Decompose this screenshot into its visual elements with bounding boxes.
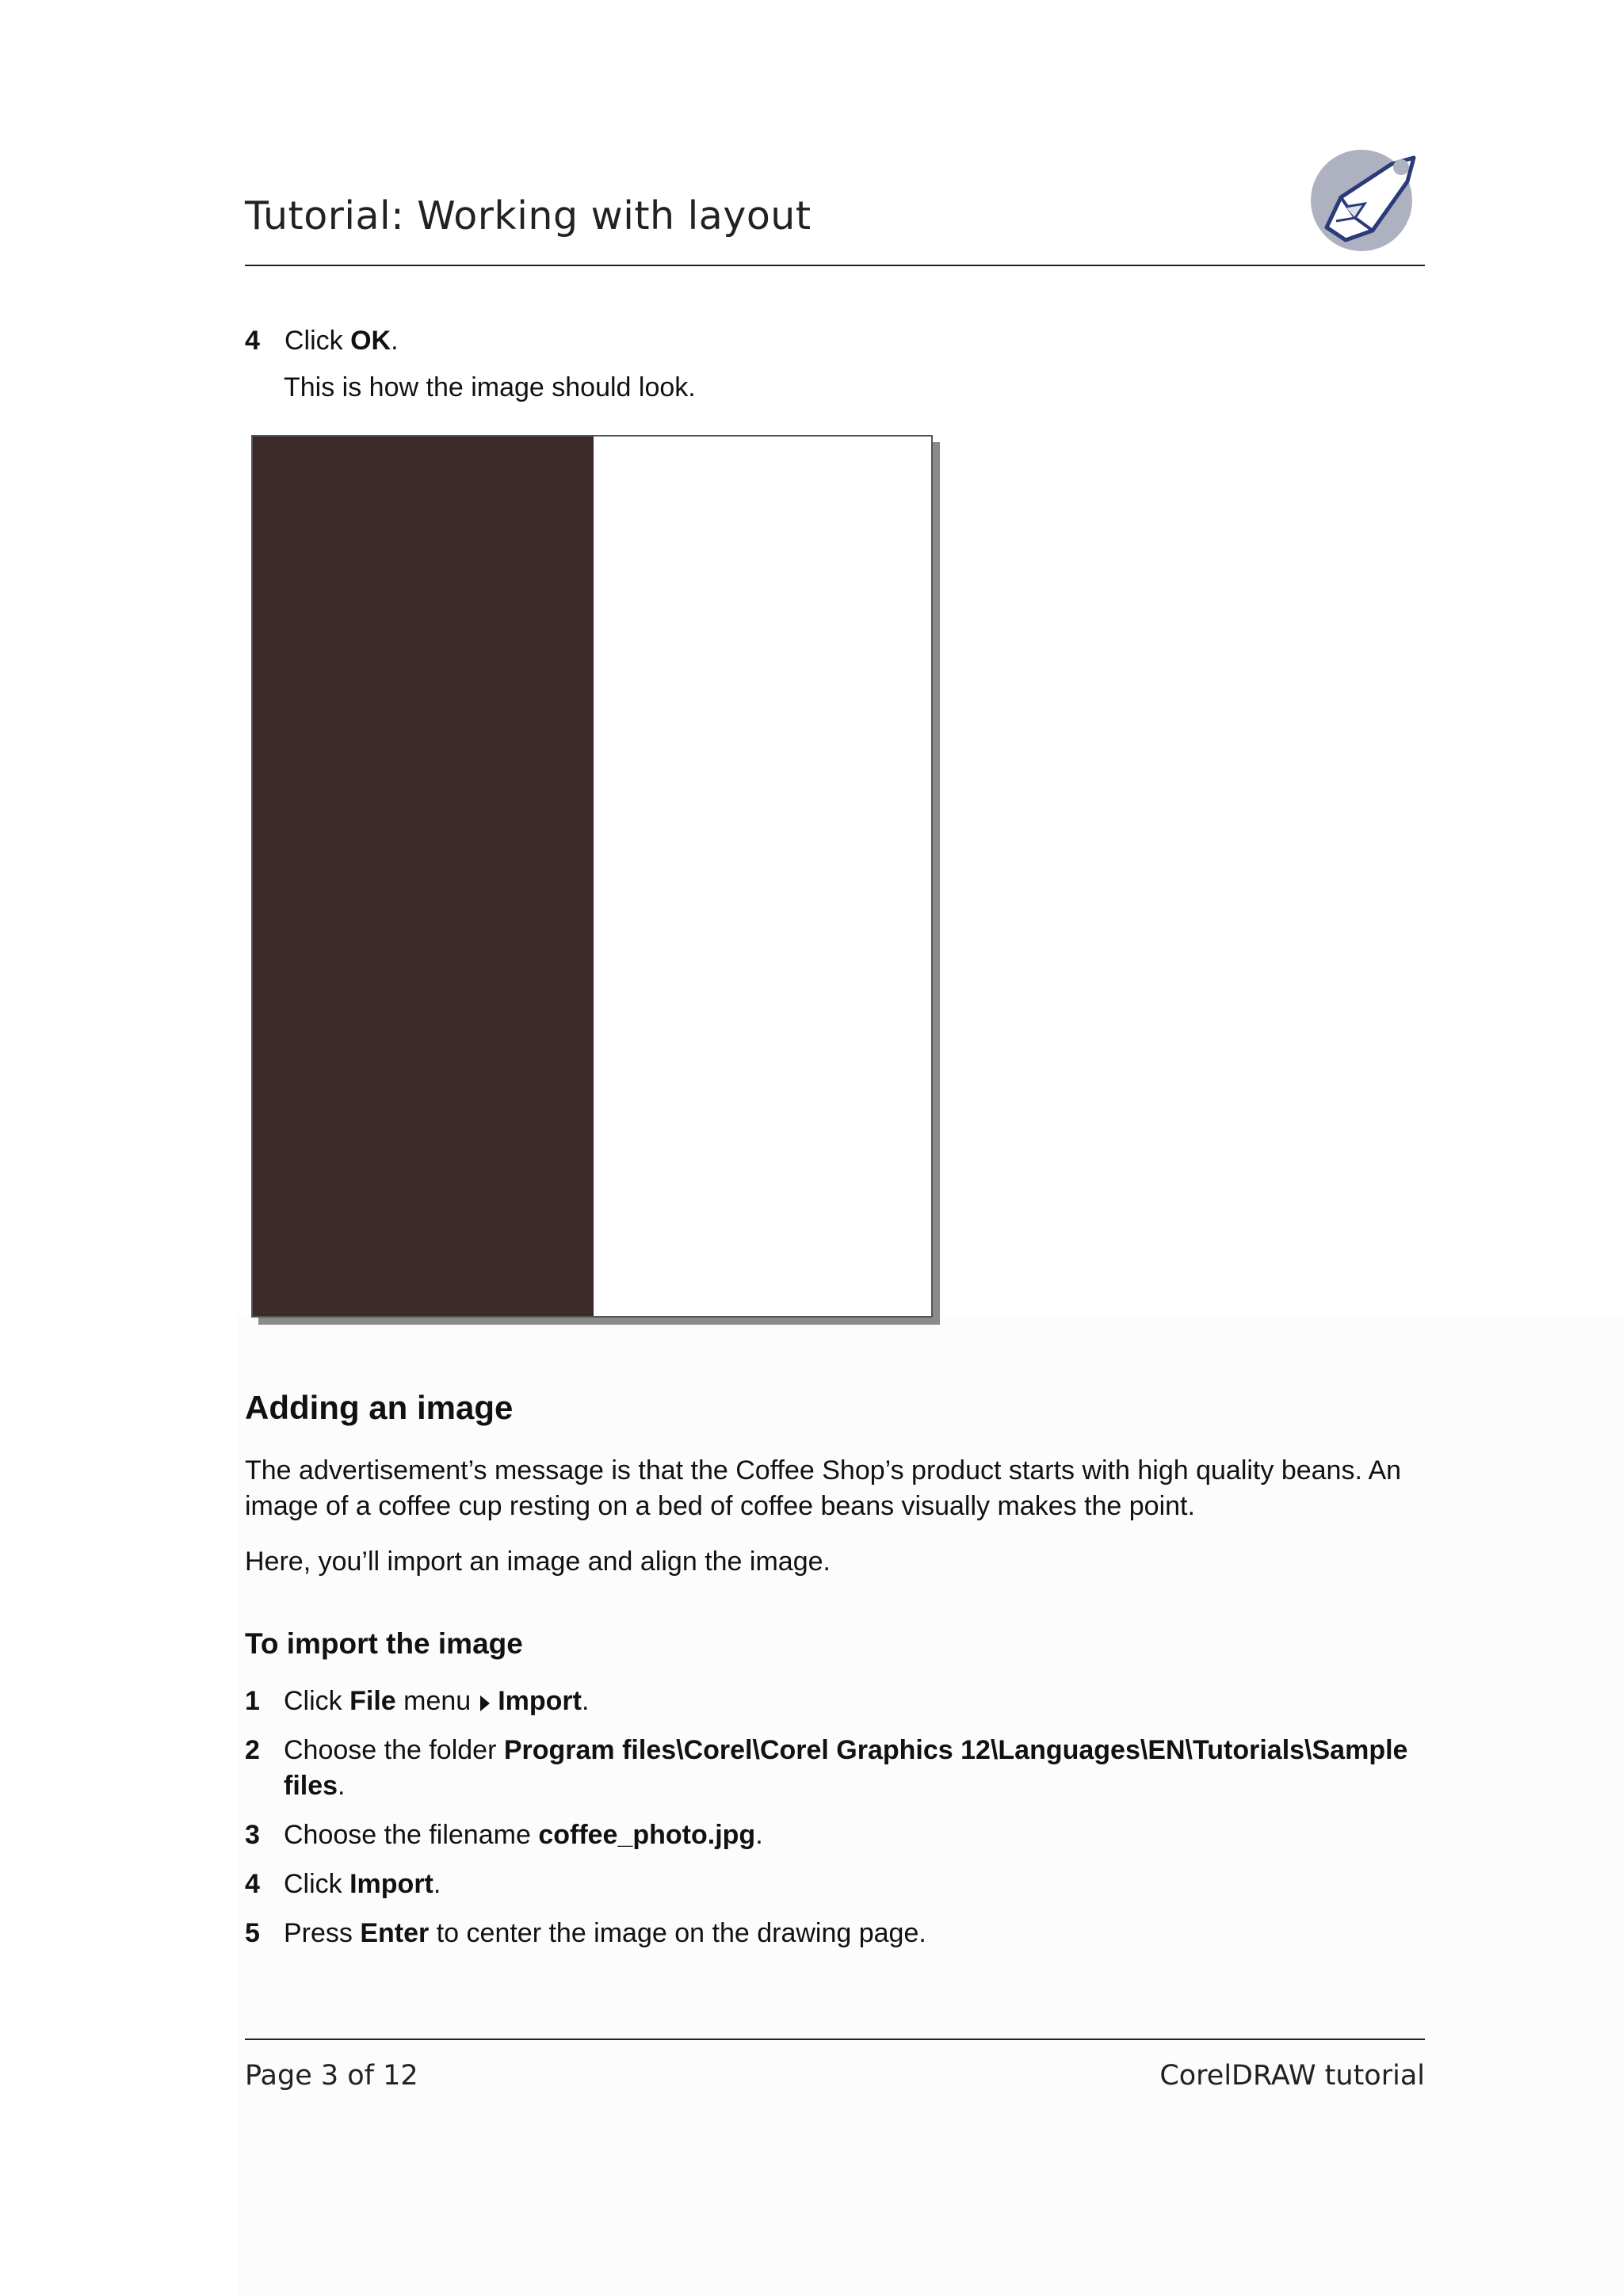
list-item-text: Click File menu Import.	[284, 1686, 590, 1716]
list-item-text: Click Import.	[284, 1869, 441, 1899]
enter-key-label: Enter	[360, 1918, 430, 1948]
list-item	[245, 1733, 1434, 1804]
import-button-label: Import	[349, 1869, 433, 1899]
procedure-heading: To import the image	[245, 1627, 523, 1660]
step-number: 4	[245, 326, 260, 356]
list-item-text: Choose the filename coffee_photo.jpg.	[284, 1820, 763, 1850]
footer-divider	[245, 2039, 1425, 2040]
page-number: Page 3 of 12	[245, 2060, 418, 2092]
layout-preview-figure	[251, 435, 933, 1318]
step-text-suffix: .	[391, 326, 399, 356]
list-item-number: 2	[245, 1735, 260, 1765]
import-menu-label: Import	[498, 1686, 582, 1716]
section-heading: Adding an image	[245, 1389, 514, 1426]
header-divider	[245, 265, 1425, 266]
list-item	[245, 1916, 1434, 1951]
step-text-prefix: Click	[285, 326, 351, 356]
list-item-text: Choose the folder Program files\Corel\Corel Graphics 12\Languages\EN\Tutorials\Sample files.	[284, 1735, 1408, 1801]
section-paragraph-1: The advertisement’s message is that the Coffee Shop’s product starts with high quality beans. An image of a coffee cup resting on a bed of coffee beans visually makes the point.	[245, 1455, 1402, 1521]
list-item	[245, 1684, 1434, 1719]
step-result-text: This is how the image should look.	[284, 372, 696, 402]
coreldraw-pen-logo-icon	[1309, 145, 1420, 256]
file-menu-label: File	[349, 1686, 396, 1716]
menu-arrow-icon	[480, 1695, 490, 1711]
list-item-number: 3	[245, 1820, 260, 1850]
figure-page	[251, 435, 933, 1318]
figure-dark-panel	[253, 437, 594, 1316]
list-item-text: Press Enter to center the image on the drawing page.	[284, 1918, 926, 1948]
filename: coffee_photo.jpg	[538, 1820, 756, 1850]
step-click-ok	[245, 323, 399, 359]
section-paragraph-2: Here, you’ll import an image and align the image.	[245, 1547, 831, 1577]
step-ok-label: OK	[350, 326, 391, 356]
page-header-title: Tutorial: Working with layout	[245, 193, 812, 238]
footer-product-name: CorelDRAW tutorial	[1159, 2060, 1425, 2092]
list-item-number: 5	[245, 1918, 260, 1948]
list-item	[245, 1817, 1434, 1853]
list-item-number: 4	[245, 1869, 260, 1899]
list-item	[245, 1867, 1434, 1902]
folder-path: Program files\Corel\Corel Graphics 12\Languages\EN\Tutorials\Sample files	[284, 1735, 1408, 1801]
list-item-number: 1	[245, 1686, 260, 1716]
